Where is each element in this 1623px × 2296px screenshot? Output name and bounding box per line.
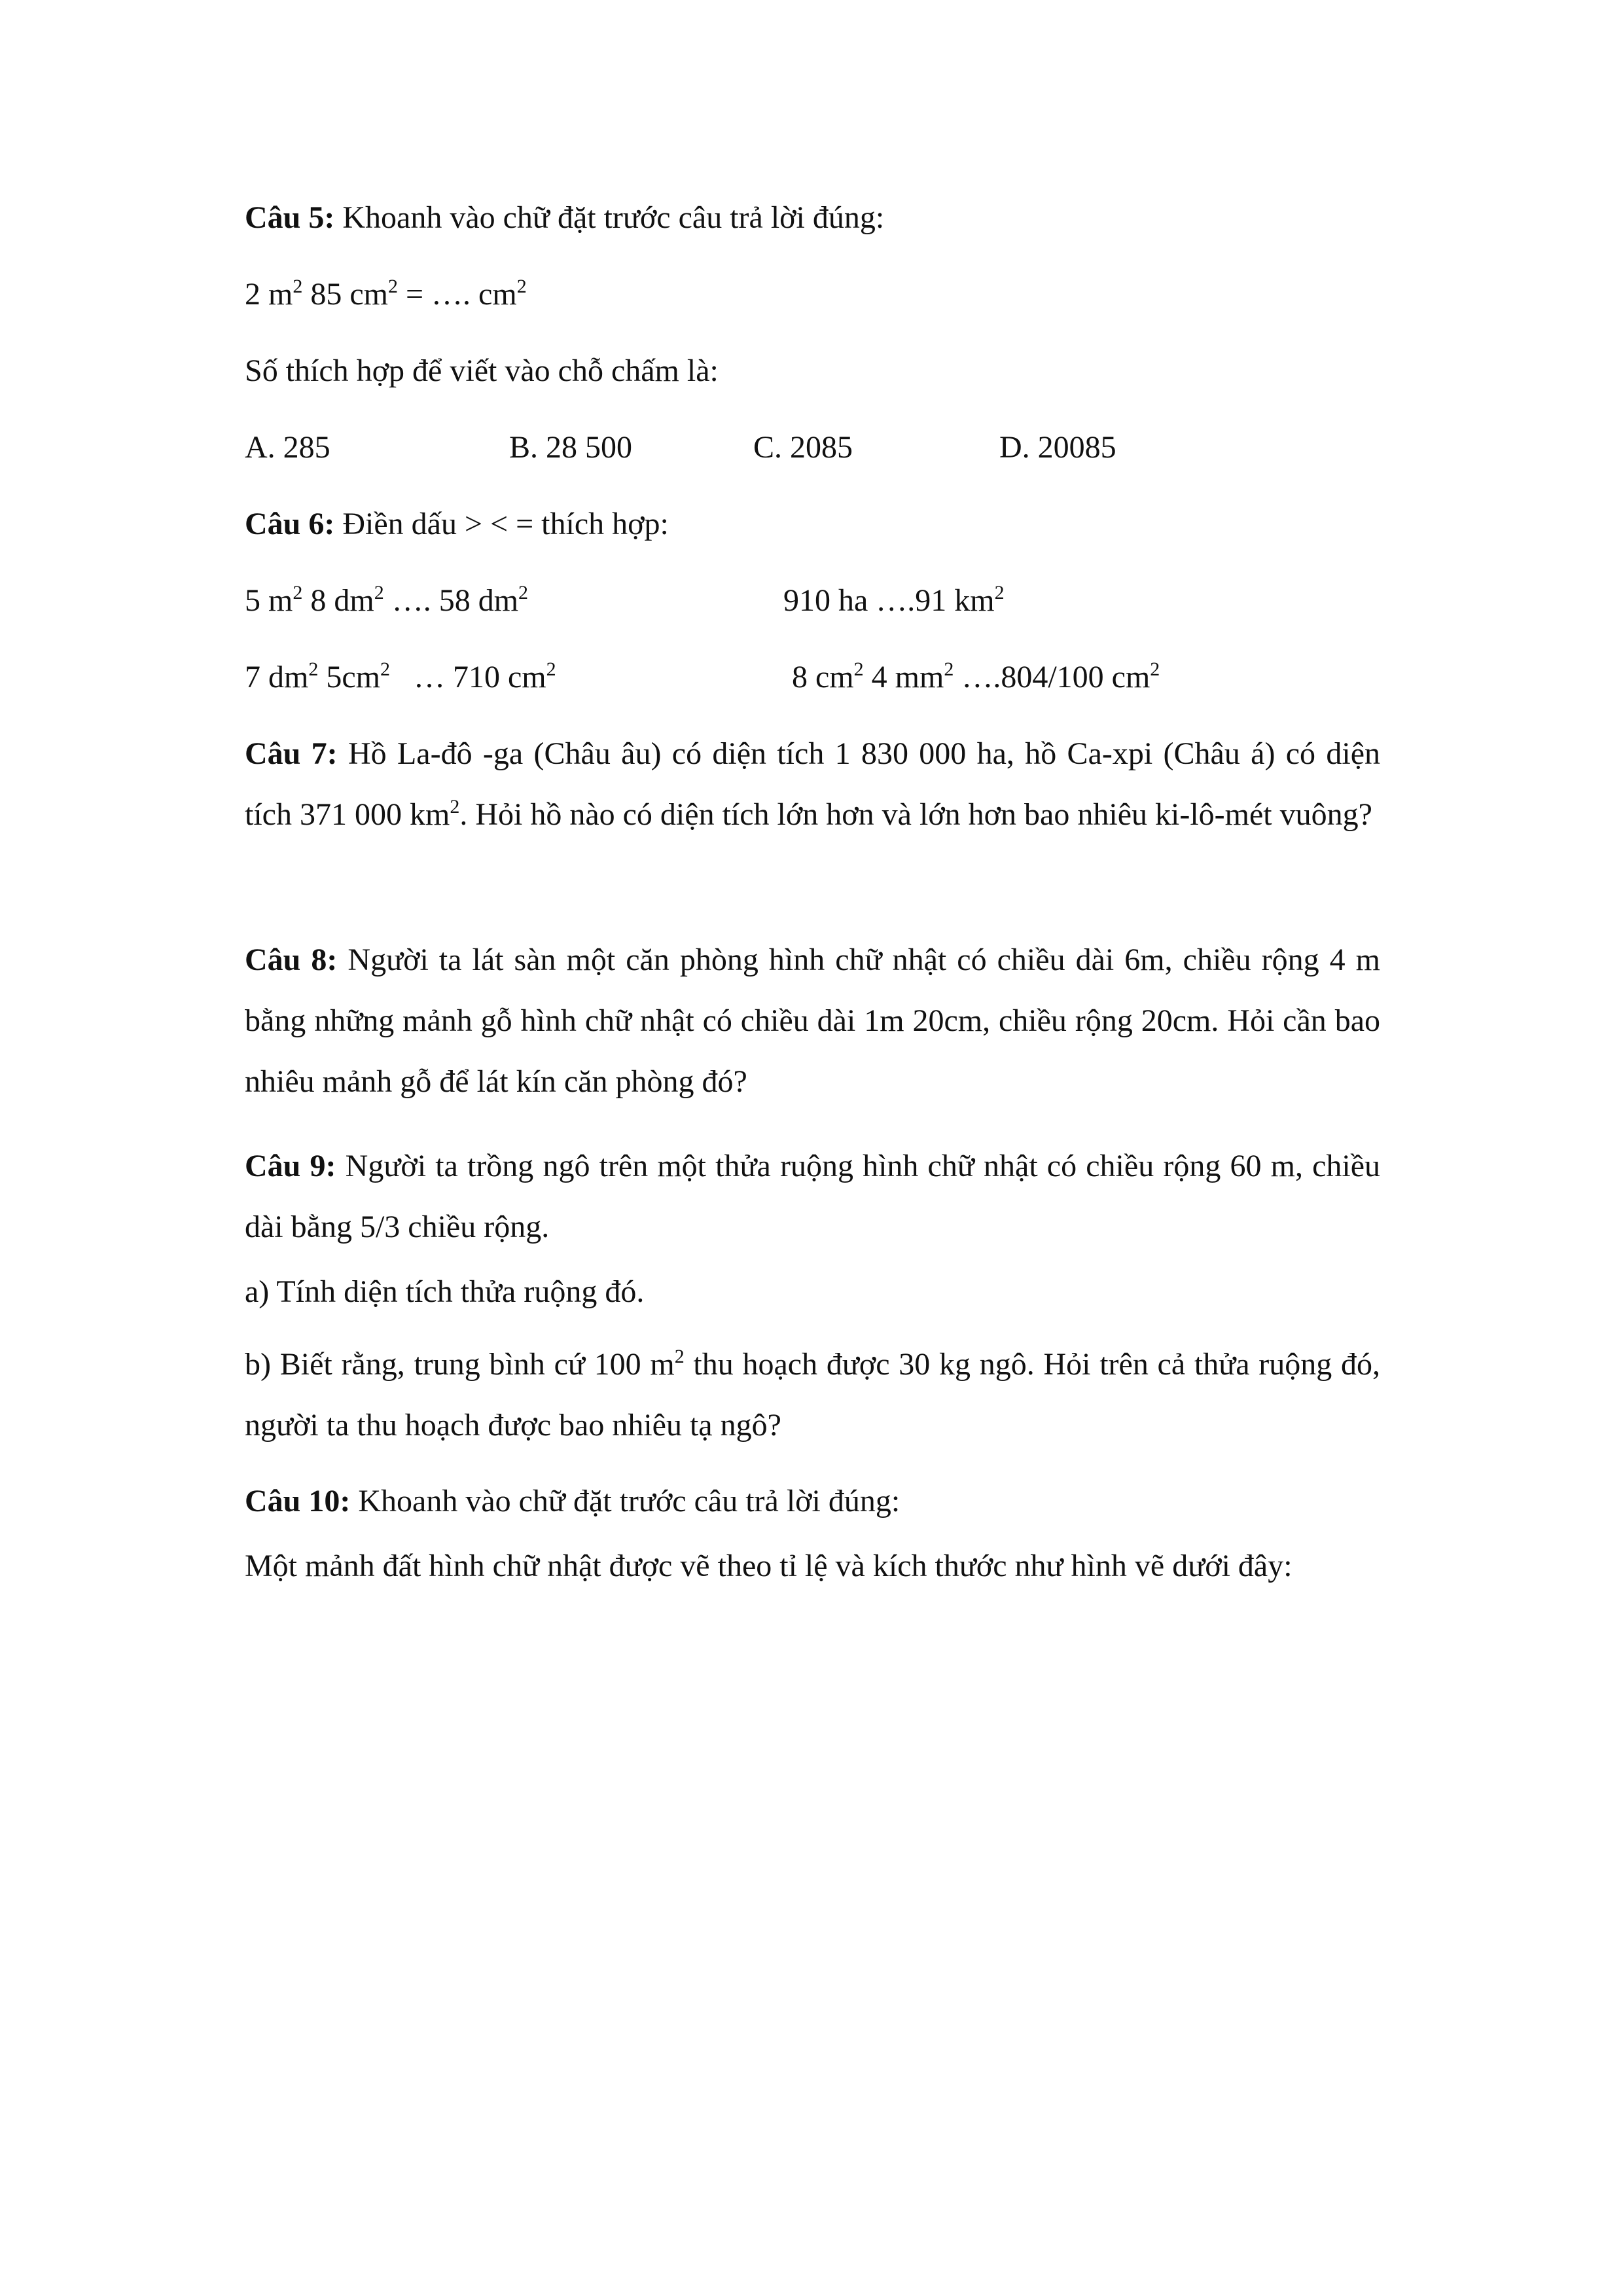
q5-expr-part: 85 cm <box>302 277 388 312</box>
q5-expr-part: 2 m <box>245 277 293 312</box>
q6-part: 4 mm <box>863 660 944 694</box>
q6-part: … 710 cm <box>389 660 546 694</box>
q9-part-a: a) Tính diện tích thửa ruộng đó. <box>245 1274 645 1309</box>
q5-option-d[interactable]: D. 20085 <box>999 430 1116 465</box>
q5-expr-sup: 2 <box>293 276 303 297</box>
q6-row1-right <box>783 581 1005 620</box>
q7-label: Câu 7: <box>245 736 338 771</box>
q6-sup: 2 <box>293 582 303 603</box>
q9-part-b <box>245 1334 1380 1456</box>
q9-text: Người ta trồng ngô trên một thửa ruộng hình chữ nhật có chiều rộng 60 m, chiều dài bằng 5/3 chiều rộng. <box>245 1149 1381 1244</box>
q9-paragraph <box>245 1136 1380 1257</box>
q10-prompt: Khoanh vào chữ đặt trước câu trả lời đúng: <box>358 1484 901 1518</box>
q9-label: Câu 9: <box>245 1149 336 1183</box>
q7-sup: 2 <box>450 796 460 817</box>
q5-label: Câu 5: <box>245 200 335 235</box>
q6-sup: 2 <box>374 582 384 603</box>
q5-options <box>245 428 1380 467</box>
q6-sup: 2 <box>380 658 390 680</box>
q5-option-c[interactable]: C. 2085 <box>753 430 853 465</box>
q9-part-b-sup: 2 <box>674 1346 685 1367</box>
q6-sup: 2 <box>308 658 319 680</box>
q6-row-1 <box>245 581 1380 620</box>
q8-paragraph <box>245 929 1380 1112</box>
q6-row-2 <box>245 658 1380 697</box>
q10-label: Câu 10: <box>245 1484 351 1518</box>
q9-part-b-text-a: b) Biết rằng, trung bình cứ 100 m <box>245 1347 675 1382</box>
q6-heading <box>245 505 669 544</box>
q6-sup: 2 <box>518 582 529 603</box>
q6-part: 8 dm <box>302 583 374 618</box>
q10-heading <box>245 1482 900 1521</box>
worksheet-page <box>245 0 1380 2296</box>
q6-sup: 2 <box>994 582 1005 603</box>
q8-label: Câu 8: <box>245 942 338 977</box>
q6-prompt: Điền dấu > < = thích hợp: <box>342 507 669 541</box>
q5-option-b[interactable]: B. 28 500 <box>509 430 633 465</box>
q5-option-a[interactable]: A. 285 <box>245 430 330 465</box>
q6-row2-left <box>245 658 556 697</box>
q6-part: 910 ha ….91 km <box>783 583 995 618</box>
q6-part: 7 dm <box>245 660 309 694</box>
q5-expression <box>245 275 527 314</box>
q5-heading <box>245 198 884 238</box>
q6-sup: 2 <box>944 658 954 680</box>
q9-part-b-text-b: thu hoạch được 30 kg ngô. Hỏi trên cả thửa ruộng đó, người ta thu hoạch được bao nhiêu tạ ngô? <box>245 1347 1380 1443</box>
q6-part: 8 cm <box>792 660 854 694</box>
q7-paragraph <box>245 723 1380 845</box>
q6-part: ….804/100 cm <box>954 660 1150 694</box>
q5-subprompt: Số thích hợp để viết vào chỗ chấm là: <box>245 353 719 388</box>
q5-prompt: Khoanh vào chữ đặt trước câu trả lời đúng: <box>342 200 885 235</box>
q5-expr-part: = …. cm <box>397 277 517 312</box>
q6-part: 5 m <box>245 583 293 618</box>
q7-text-b: . Hỏi hồ nào có diện tích lớn hơn và lớn hơn bao nhiêu ki-lô-mét vuông? <box>459 797 1372 832</box>
q6-sup: 2 <box>853 658 864 680</box>
q6-part: …. 58 dm <box>383 583 519 618</box>
q6-sup: 2 <box>546 658 556 680</box>
q8-text: Người ta lát sàn một căn phòng hình chữ nhật có chiều dài 6m, chiều rộng 4 m bằng những mảnh gỗ hình chữ nhật có chiều dài 1m 20cm, chiều rộng 20cm. Hỏi cần bao nhiêu mảnh gỗ để lát kín căn phòng đó? <box>245 942 1380 1099</box>
q7-text-a: Hồ La-đô -ga (Châu âu) có diện tích 1 830 000 ha, hồ Ca-xpi (Châu á) có diện tích 371 000 km <box>245 736 1381 832</box>
q10-paragraph: Một mảnh đất hình chữ nhật được vẽ theo tỉ lệ và kích thước như hình vẽ dưới đây: <box>245 1549 1293 1583</box>
q5-expr-sup: 2 <box>387 276 398 297</box>
q6-label: Câu 6: <box>245 507 335 541</box>
q6-row2-right <box>792 658 1160 697</box>
q6-part: 5cm <box>318 660 380 694</box>
q5-expr-sup: 2 <box>516 276 527 297</box>
q6-row1-left <box>245 581 528 620</box>
q6-sup: 2 <box>1150 658 1160 680</box>
